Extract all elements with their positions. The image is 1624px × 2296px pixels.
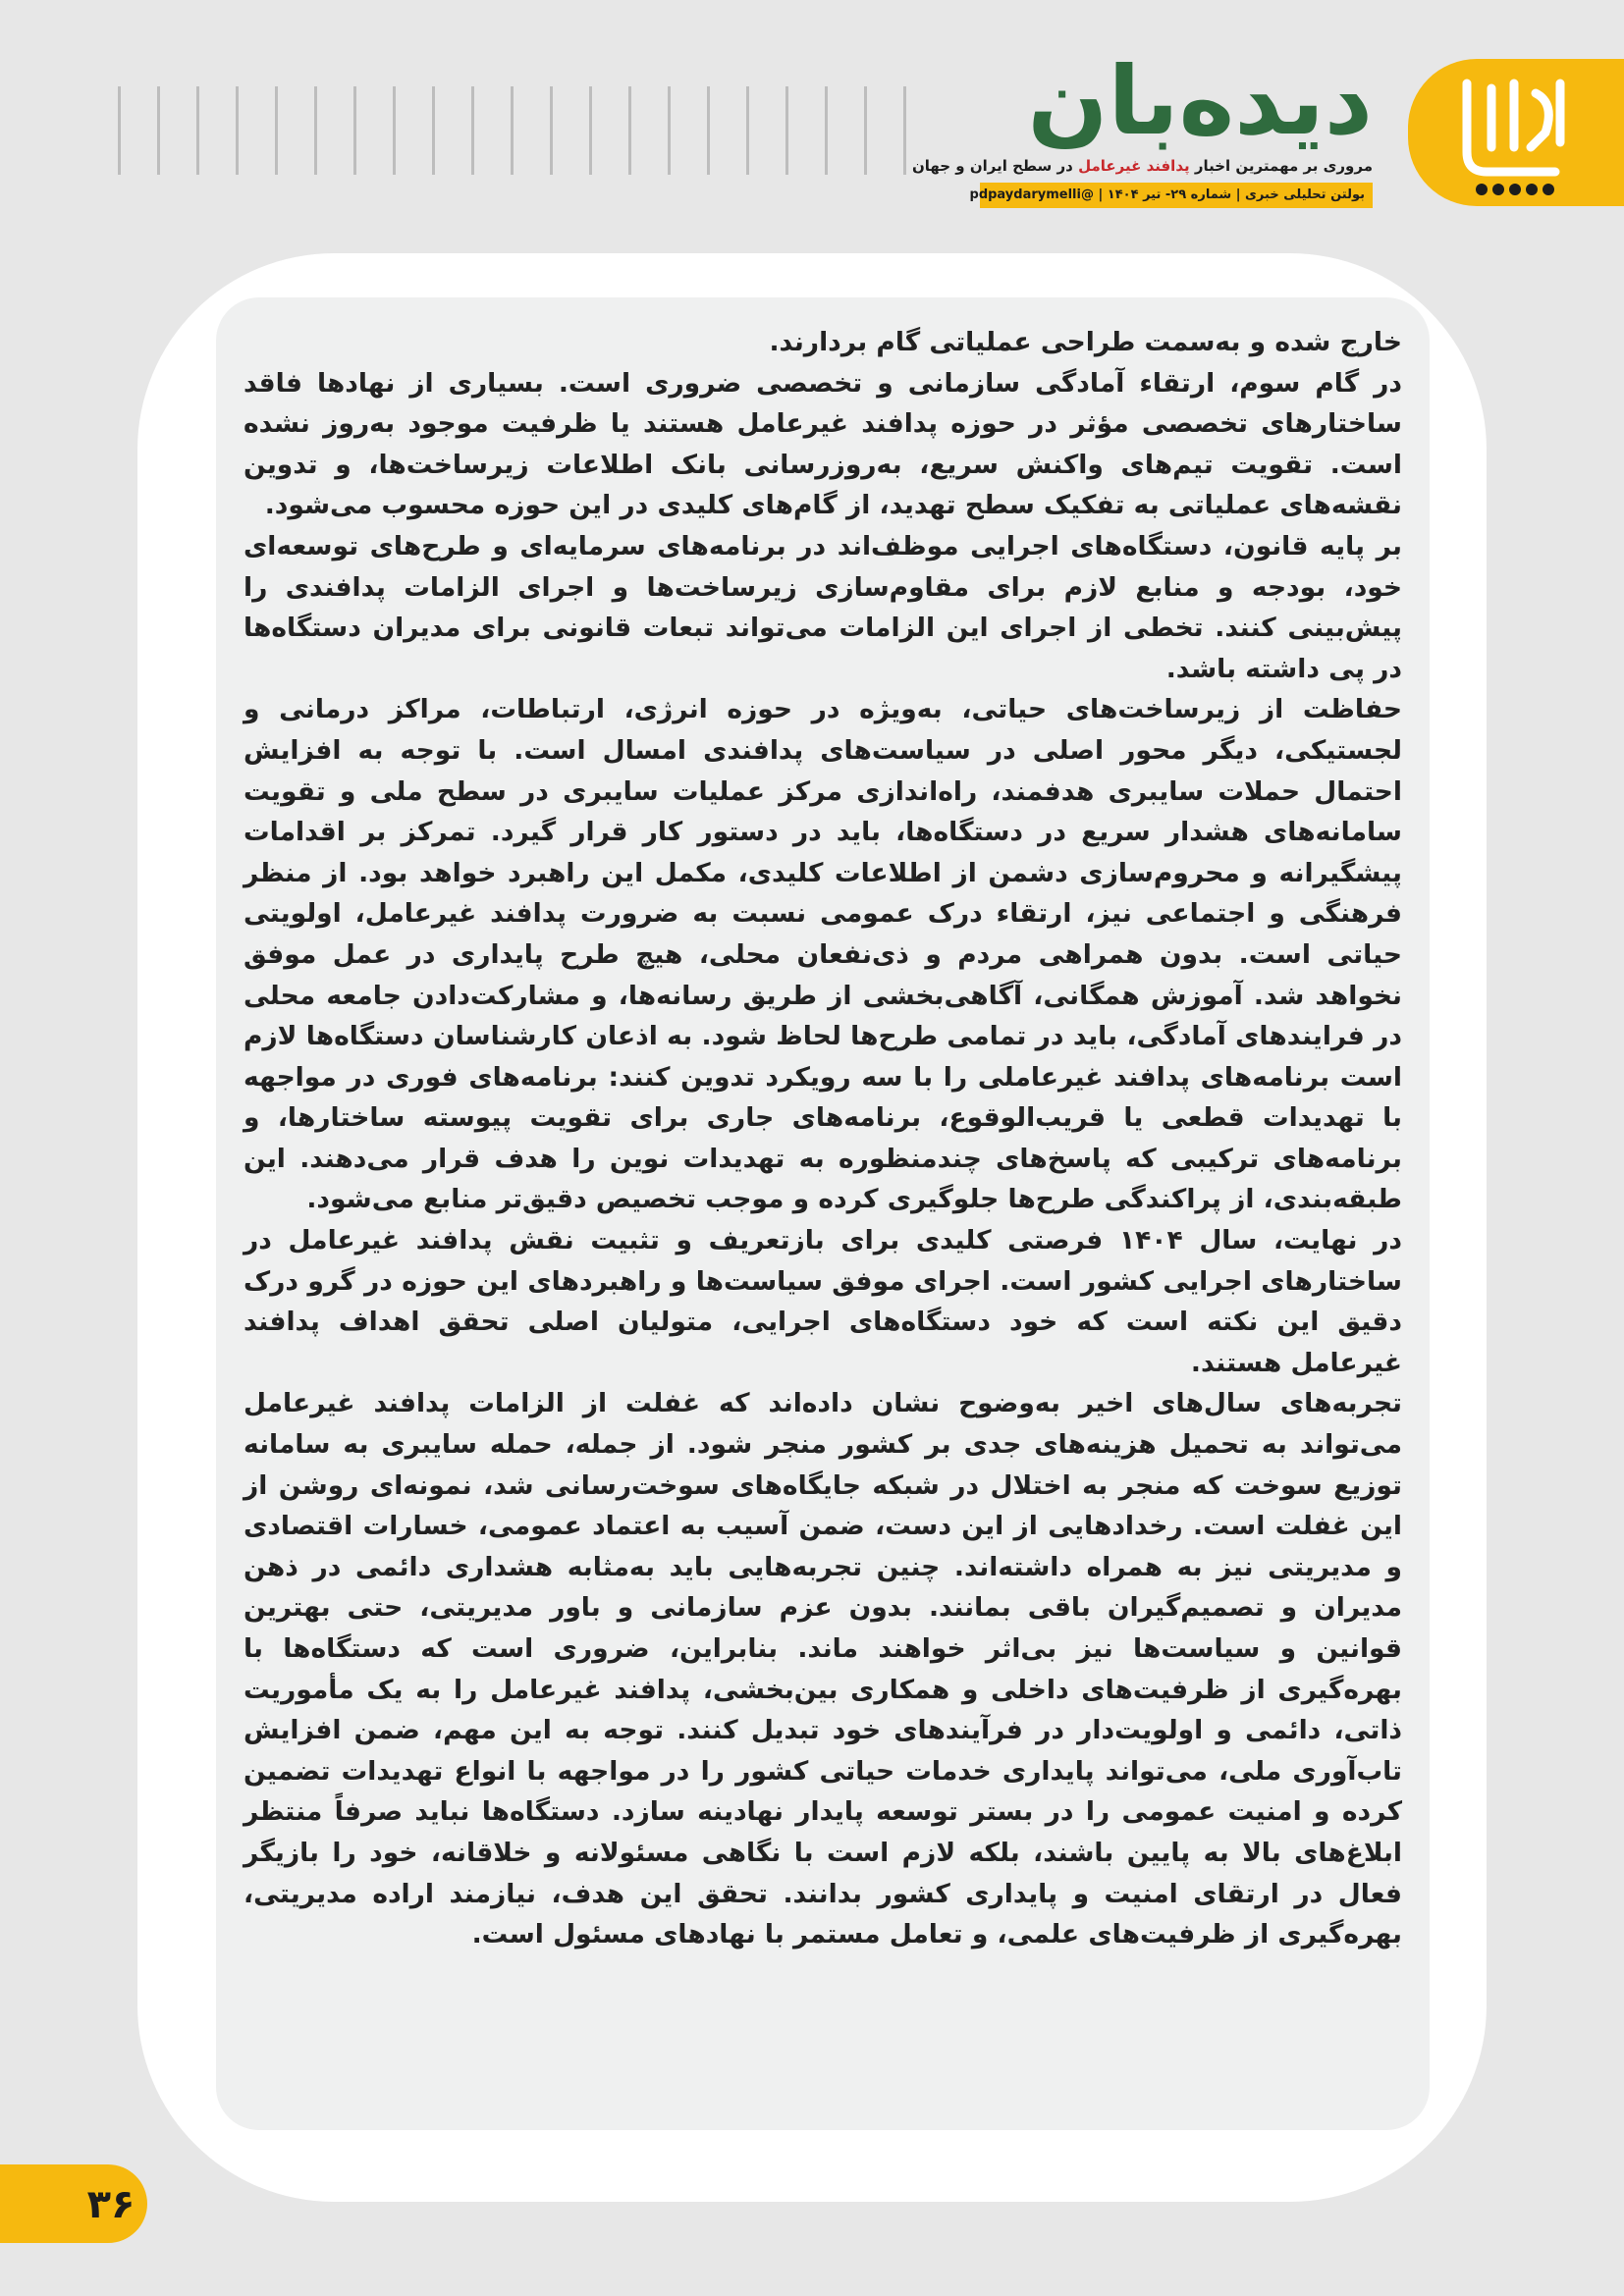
brand-subtitle [911, 157, 1373, 183]
issue-info-bar: بولتن تحلیلی خبری | شماره ۲۹- تیر ۱۴۰۴ | @pdpaydarymelli [980, 183, 1373, 208]
brand-subtitle-accent: پدافند غیرعامل [1078, 157, 1190, 175]
paragraph: بر پایه قانون، دستگاه‌های اجرایی موظف‌اند در برنامه‌های سرمایه‌ای و طرح‌های توسعه‌ای خود، بودجه و منابع لازم برای مقاوم‌سازی زیرساخت‌ها و اجرای الزامات پدافندی را پیش‌بینی کنند. تخطی از اجرای این الزامات می‌تواند تبعات قانونی برای مدیران دستگاه‌ها در پی داشته باشد. [244, 530, 1402, 684]
paragraph: در گام سوم، ارتقاء آمادگی سازمانی و تخصصی ضروری است. بسیاری از نهادها فاقد ساختارهای تخصصی مؤثر در حوزه پدافند غیرعامل هستند یا ظرفیت موجود به‌روز نشده است. تقویت تیم‌های واکنش سریع، به‌روزرسانی بانک اطلاعات زیرساخت‌ها، و تدوین نقشه‌های عملیاتی به تفکیک سطح تهدید، از گام‌های کلیدی در این حوزه محسوب می‌شود. [244, 367, 1402, 521]
paydari-melli-logo-icon [1437, 64, 1585, 201]
paydari-melli-logo [1408, 59, 1624, 206]
paragraph: خارج شده و به‌سمت طراحی عملیاتی گام بردارند. [769, 327, 1402, 357]
paragraph: در نهایت، سال ۱۴۰۴ فرصتی کلیدی برای بازتعریف و تثبیت نقش پدافند غیرعامل در ساختارهای اجرایی کشور است. اجرای موفق سیاست‌ها و راهبردهای این حوزه در گرو درک دقیق این نکته است که خود دستگاه‌های اجرایی، متولیان اصلی تحقق اهداف پدافند غیرعامل هستند. [244, 1225, 1402, 1378]
paragraph: حفاظت از زیرساخت‌های حیاتی، به‌ویژه در حوزه انرژی، ارتباطات، مراکز درمانی و لجستیکی، دیگر محور اصلی در سیاست‌های پدافندی امسال است. با توجه به افزایش احتمال حملات سایبری هدفمند، راه‌اندازی مرکز عملیات سایبری در سطح ملی و تقویت سامانه‌های هشدار سریع در دستگاه‌ها، باید در دستور کار قرار گیرد. تمرکز بر اقدامات پیشگیرانه و محروم‌سازی دشمن از اطلاعات کلیدی، مکمل این راهبرد خواهد بود. از منظر فرهنگی و اجتماعی نیز، ارتقاء درک عمومی نسبت به ضرورت پدافند غیرعامل، اولویتی حیاتی است. بدون همراهی مردم و ذی‌نفعان محلی، هیچ طرح پایداری در عمل موفق نخواهد شد. آموزش همگانی، آگاهی‌بخشی از طریق رسانه‌ها، و مشارکت‌دادن جامعه محلی در فرایندهای آمادگی، باید در تمامی طرح‌ها لحاظ شود. به اذعان کارشناسان دستگاه‌ها لازم است برنامه‌های پدافند غیرعاملی را با سه رویکرد تدوین کنند: برنامه‌های فوری در مواجهه با تهدیدات قطعی یا قریب‌الوقوع، برنامه‌های جاری برای تقویت پیوسته ساختارها، و برنامه‌های ترکیبی که پاسخ‌های چندمنظوره به تهدیدات نوین را هدف قرار می‌دهند. این طبقه‌بندی، از پراکندگی طرح‌ها جلوگیری کرده و موجب تخصیص دقیق‌تر منابع می‌شود. [244, 694, 1402, 1215]
article-body [244, 322, 1402, 1955]
brand-subtitle-post: در سطح ایران و جهان [911, 157, 1073, 175]
paragraph: تجربه‌های سال‌های اخیر به‌وضوح نشان داده‌اند که غفلت از الزامات پدافند غیرعامل می‌تواند به تحمیل هزینه‌های جدی بر کشور منجر شود. از جمله، حمله سایبری به سامانه توزیع سوخت که منجر به اختلال در شبکه جایگاه‌های سوخت‌رسانی شد، نمونه‌ای روشن از این غفلت است. رخدادهایی از این دست، ضمن آسیب به اعتماد عمومی، خسارات اقتصادی و مدیریتی نیز به همراه داشته‌اند. چنین تجربه‌هایی باید به‌مثابه هشداری دائمی در ذهن مدیران و تصمیم‌گیران باقی بمانند. بدون عزم سازمانی و باور مدیریتی، حتی بهترین قوانین و سیاست‌ها نیز بی‌اثر خواهند ماند. بنابراین، ضروری است که دستگاه‌ها با بهره‌گیری از ظرفیت‌های داخلی و همکاری بین‌بخشی، پدافند غیرعامل را به یک مأموریت ذاتی، دائمی و اولویت‌دار در فرآیندهای خود تبدیل کنند. توجه به این مهم، ضمن افزایش تاب‌آوری ملی، می‌تواند پایداری خدمات حیاتی کشور را در مواجهه با انواع تهدیدات تضمین کرده و امنیت عمومی را در بستر توسعه پایدار نهادینه سازد. دستگاه‌ها نباید صرفاً منتظر ابلاغ‌های بالا به پایین باشند، بلکه لازم است با نگاهی مسئولانه و خلاقانه، خود را بازیگر فعال در ارتقای امنیت و پایداری کشور بدانند. تحقق این هدف، نیازمند اراده مدیریتی، بهره‌گیری از ظرفیت‌های علمی، و تعامل مستمر با نهادهای مسئول است. [244, 1388, 1402, 1950]
page-number: ۳۶ [86, 2182, 135, 2227]
decorative-stripes [118, 86, 943, 175]
brand-subtitle-pre: مروری بر مهمترین اخبار [1194, 157, 1373, 175]
page-header [0, 0, 1624, 236]
brand-title: دیده‌بان [1027, 46, 1373, 156]
